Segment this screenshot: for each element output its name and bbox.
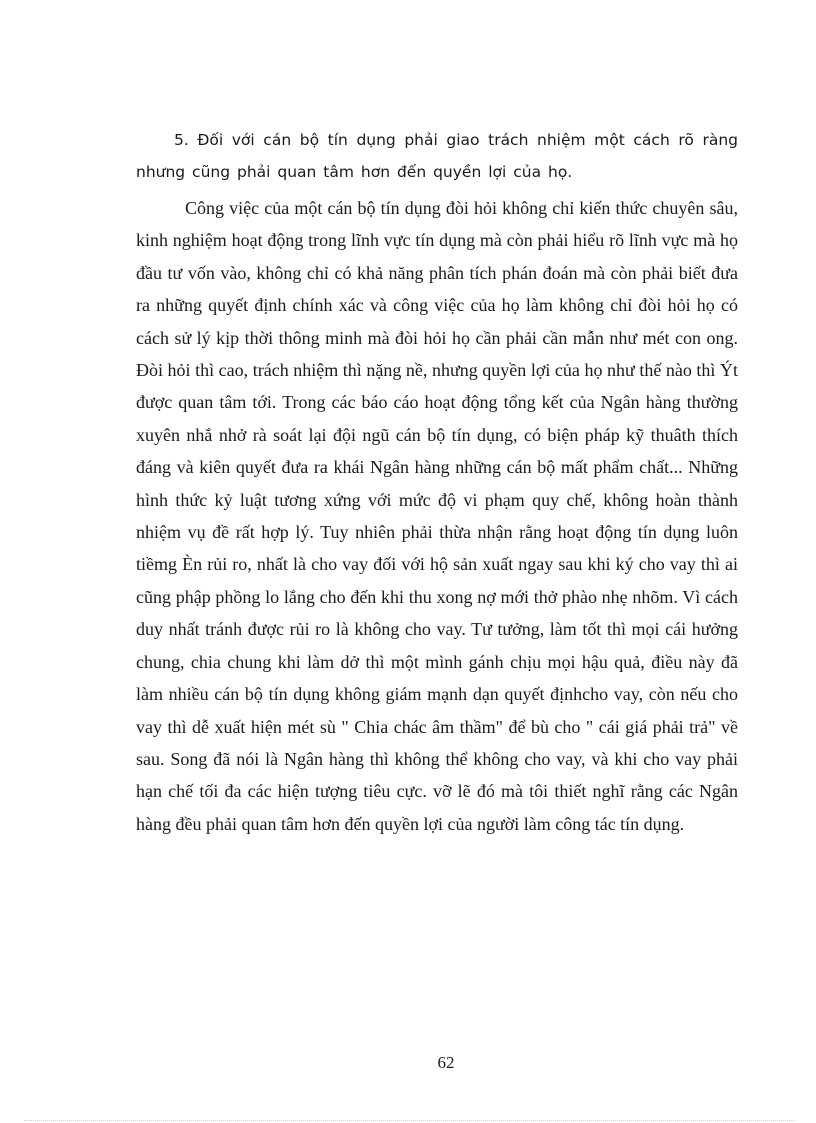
section-heading: 5. Đối với cán bộ tín dụng phải giao trách nhiệm một cách rõ ràng nhưng cũng phải quan tâm hơn đến quyền lợi của họ. xyxy=(136,131,738,181)
page-number: 62 xyxy=(437,1053,455,1072)
footer-divider xyxy=(24,1120,794,1121)
body-paragraph: Công việc của một cán bộ tín dụng đòi hỏi không chỉ kiến thức chuyên sâu, kinh nghiệm hoạt động trong lĩnh vực tín dụng mà còn phải hiểu rõ lĩnh vực mà họ đầu tư vốn vào, không chỉ có khả năng phân tích phán đoán mà còn phải biết đưa ra những quyết định chính xác và công việc của họ làm không chỉ đòi hỏi họ có cách sử lý kịp thời thông minh mà đòi hỏi họ cần phải cần mẫn như mét con ong. Đòi hỏi thì cao, trách nhiệm thì nặng nề, nhưng quyền lợi của họ như thế nào thì Ýt được quan tâm tới. Trong các báo cáo hoạt động tổng kết của Ngân hàng thường xuyên nhắ nhở rà soát lại đội ngũ cán bộ tín dụng, có biện pháp kỹ thuâth thích đáng và kiên quyết đưa ra khái Ngân hàng những cán bộ mất phẩm chất... Những hình thức kỷ luật tương xứng với mức độ vi phạm quy chế, không hoàn thành nhiệm vụ đề rất hợp lý. Tuy nhiên phải thừa nhận rằng hoạt động tín dụng luôn tiềmg Èn rủi ro, nhất là cho vay đối với hộ sản xuất ngay sau khi ký cho vay thì ai cũng phập phồng lo lắng cho đến khi thu xong nợ mới thở phào nhẹ nhõm. Vì cách duy nhất tránh được rủi ro là không cho vay. Tư tưởng, làm tốt thì mọi cái hưởng chung, chia chung khi làm dở thì một mình gánh chịu mọi hậu quả, điều này đã làm nhiều cán bộ tín dụng không giám mạnh dạn quyết địnhcho vay, còn nếu cho vay thì dễ xuất hiện mét sù " Chia chác âm thầm" để bù cho " cái giá phải trả" về sau. Song đã nói là Ngân hàng thì không thể không cho vay, và khi cho vay phải hạn chế tối đa các hiện tượng tiêu cực. vỡ lẽ đó mà tôi thiết nghĩ rằng các Ngân hàng đều phải quan tâm hơn đến quyền lợi của người làm công tác tín dụng. xyxy=(136,198,738,834)
